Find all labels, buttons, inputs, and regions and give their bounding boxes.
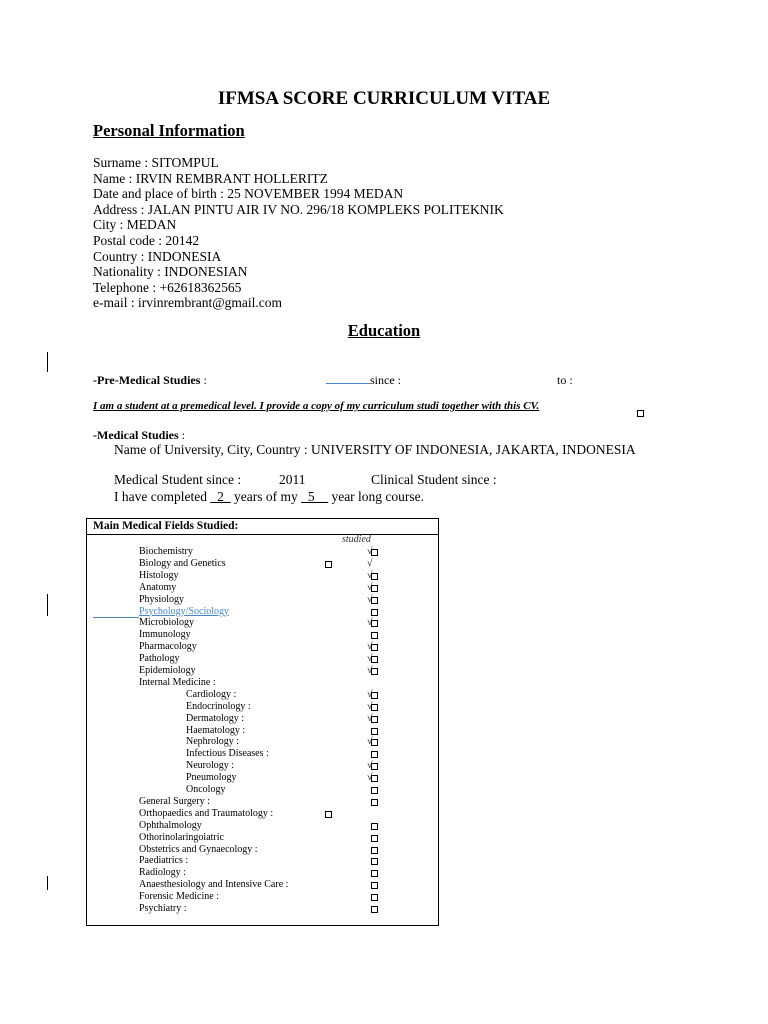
field-label: Immunology — [139, 629, 191, 641]
completed-years-line — [114, 489, 424, 505]
studied-checkbox[interactable] — [371, 799, 378, 806]
field-row — [87, 689, 438, 701]
checkmark-icon: √ — [367, 653, 373, 665]
checkmark-icon: √ — [367, 688, 373, 700]
studied-checkbox[interactable] — [371, 894, 378, 901]
surname-line: Surname : SITOMPUL — [93, 155, 219, 170]
field-row — [87, 713, 438, 725]
field-row — [87, 558, 438, 570]
telephone-line: Telephone : +62618362565 — [93, 279, 242, 295]
birth-line: Date and place of birth : 25 NOVEMBER 1994 MEDAN — [93, 186, 404, 202]
country-line: Country : INDONESIA — [93, 248, 222, 264]
studied-checkbox[interactable] — [371, 704, 378, 711]
studied-checkbox[interactable] — [371, 597, 378, 604]
field-label: Forensic Medicine : — [139, 891, 219, 903]
field-label: Paediatrics : — [139, 855, 189, 867]
field-label: Neurology : — [186, 760, 235, 772]
education-heading: Education — [347, 321, 421, 340]
field-label: Infectious Diseases : — [186, 748, 269, 760]
field-row — [87, 594, 438, 606]
field-label: Pharmacology — [139, 641, 197, 653]
field-label: Biology and Genetics — [139, 557, 226, 569]
studied-checkbox[interactable] — [371, 739, 378, 746]
personal-information-list — [93, 155, 504, 311]
premedical-since — [326, 373, 401, 388]
studied-checkbox[interactable] — [371, 716, 378, 723]
studied-checkbox[interactable] — [371, 835, 378, 842]
medical-student-since-label: Medical Student since : — [114, 472, 242, 487]
studied-checkbox[interactable] — [371, 585, 378, 592]
checkmark-icon: √ — [367, 700, 373, 712]
field-row — [87, 629, 438, 641]
city-line: City : MEDAN — [93, 217, 177, 233]
field-row — [87, 546, 438, 558]
studied-checkbox[interactable] — [371, 620, 378, 627]
checkmark-icon: √ — [367, 546, 373, 557]
completed-prefix: I have completed — [114, 489, 207, 504]
studied-checkbox[interactable] — [371, 847, 378, 854]
field-row — [87, 796, 438, 808]
field-label: Biochemistry — [139, 546, 193, 557]
field-extra-checkbox[interactable] — [325, 561, 332, 568]
studied-checkbox[interactable] — [371, 728, 378, 735]
checkmark-icon: √ — [367, 772, 373, 784]
field-label: Ophthalmology — [139, 819, 202, 831]
name-line: Name : IRVIN REMBRANT HOLLERITZ — [93, 170, 328, 186]
medical-fields-table — [86, 518, 439, 926]
university-line: Name of University, City, Country : UNIVERSITY OF INDONESIA, JAKARTA, INDONESIA — [114, 442, 636, 457]
checkmark-icon: √ — [367, 641, 373, 653]
field-row — [87, 879, 438, 891]
field-label: Physiology — [139, 593, 185, 605]
postal-code-line: Postal code : 20142 — [93, 232, 200, 248]
field-row — [87, 653, 438, 665]
nationality-line: Nationality : INDONESIAN — [93, 264, 248, 280]
studied-checkbox[interactable] — [371, 775, 378, 782]
field-row — [87, 677, 438, 689]
premedical-statement: I am a student at a premedical level. I provide a copy of my curriculum studi together with this CV. — [93, 400, 540, 412]
field-row — [87, 725, 438, 737]
premedical-studies-row — [93, 373, 207, 388]
field-label: Microbiology — [139, 617, 194, 629]
field-row — [87, 772, 438, 784]
field-label: Histology — [139, 569, 179, 581]
medical-fields-header: Main Medical Fields Studied: — [87, 519, 438, 535]
field-label: Radiology : — [139, 867, 186, 879]
field-label: Internal Medicine : — [139, 676, 216, 688]
field-label: Haematology : — [186, 724, 246, 736]
medical-studies-colon: : — [181, 428, 186, 442]
checkmark-icon: √ — [367, 557, 373, 569]
field-label: Pneumology — [186, 772, 237, 784]
checkmark-icon: √ — [367, 581, 373, 593]
studied-checkbox[interactable] — [371, 668, 378, 675]
field-row — [87, 606, 438, 618]
premedical-blank[interactable] — [326, 373, 370, 384]
field-label: Epidemiology — [139, 665, 196, 676]
text-cursor-mark — [47, 594, 48, 616]
studied-checkbox[interactable] — [371, 632, 378, 639]
studied-checkbox[interactable] — [371, 644, 378, 651]
field-row — [87, 760, 438, 772]
field-label: Obstetrics and Gynaecology : — [139, 843, 258, 855]
premedical-to-label: to : — [557, 373, 573, 387]
studied-checkbox[interactable] — [371, 870, 378, 877]
studied-checkbox[interactable] — [371, 751, 378, 758]
personal-information-heading: Personal Information — [93, 121, 245, 140]
studied-checkbox[interactable] — [371, 573, 378, 580]
field-row — [87, 867, 438, 879]
field-label: Dermatology : — [186, 712, 245, 724]
field-row — [87, 701, 438, 713]
field-row — [87, 832, 438, 844]
checkmark-icon: √ — [367, 712, 373, 724]
field-extra-checkbox[interactable] — [325, 811, 332, 818]
field-row — [87, 617, 438, 629]
completed-mid: years of my — [233, 489, 298, 504]
checkmark-icon: √ — [367, 617, 373, 629]
premedical-checkbox[interactable] — [637, 404, 644, 422]
field-label: General Surgery : — [139, 795, 210, 807]
text-cursor-mark — [47, 352, 48, 372]
field-row — [87, 820, 438, 832]
field-row — [87, 903, 438, 915]
studied-checkbox[interactable] — [371, 763, 378, 770]
field-row — [87, 641, 438, 653]
checkmark-icon: √ — [367, 760, 373, 772]
field-label: Anaesthesiology and Intensive Care : — [139, 879, 289, 891]
text-cursor-mark — [47, 876, 48, 890]
checkmark-icon: √ — [367, 593, 373, 605]
studied-checkbox[interactable] — [371, 787, 378, 794]
clinical-student-since-label: Clinical Student since : — [371, 472, 497, 487]
completed-suffix: year long course. — [331, 489, 425, 504]
address-line: Address : JALAN PINTU AIR IV NO. 296/18 KOMPLEKS POLITEKNIK — [93, 201, 504, 217]
medical-studies-label: -Medical Studies — [93, 428, 179, 442]
studied-checkbox[interactable] — [371, 692, 378, 699]
field-row — [87, 784, 438, 796]
field-label: Anatomy — [139, 581, 177, 593]
checkmark-icon: √ — [367, 665, 373, 676]
completed-years-value: _2_ — [210, 489, 231, 504]
medical-student-since-value: 2011 — [279, 472, 306, 487]
studied-checkbox[interactable] — [371, 549, 378, 556]
field-label: Pathology — [139, 653, 180, 665]
field-row — [87, 736, 438, 748]
studied-checkbox[interactable] — [371, 823, 378, 830]
field-row — [87, 808, 438, 820]
course-length-value: _5__ — [301, 489, 329, 504]
field-row — [87, 582, 438, 594]
studied-checkbox[interactable] — [371, 858, 378, 865]
field-row — [87, 855, 438, 867]
field-label: Cardiology : — [186, 688, 237, 700]
field-row — [87, 665, 438, 677]
checkmark-icon: √ — [367, 736, 373, 748]
field-label: Oncology — [186, 784, 226, 795]
studied-checkbox[interactable] — [371, 882, 378, 889]
document-title: IFMSA SCORE CURRICULUM VITAE — [217, 88, 551, 109]
premedical-colon: : — [203, 373, 207, 387]
premedical-since-label: since : — [370, 373, 401, 387]
premedical-label: -Pre-Medical Studies — [93, 373, 201, 387]
studied-checkbox[interactable] — [371, 906, 378, 913]
field-label: Nephrology : — [186, 736, 240, 748]
field-row — [87, 748, 438, 760]
studied-checkbox[interactable] — [371, 656, 378, 663]
email-line: e-mail : irvinrembrant@gmail.com — [93, 295, 282, 311]
field-row — [87, 844, 438, 856]
field-label: Endocrinology : — [186, 700, 251, 712]
studied-column-label: studied — [342, 534, 371, 545]
field-label: Orthopaedics and Traumatology : — [139, 807, 274, 819]
field-row — [87, 891, 438, 903]
studied-checkbox[interactable] — [371, 609, 378, 616]
checkmark-icon: √ — [367, 569, 373, 581]
field-label: Psychiatry : — [139, 903, 187, 914]
medical-studies-row — [93, 428, 185, 443]
field-label: Othorinolaringoiatric — [139, 831, 224, 843]
field-label[interactable]: Psychology/Sociology — [139, 605, 230, 617]
field-row — [87, 570, 438, 582]
